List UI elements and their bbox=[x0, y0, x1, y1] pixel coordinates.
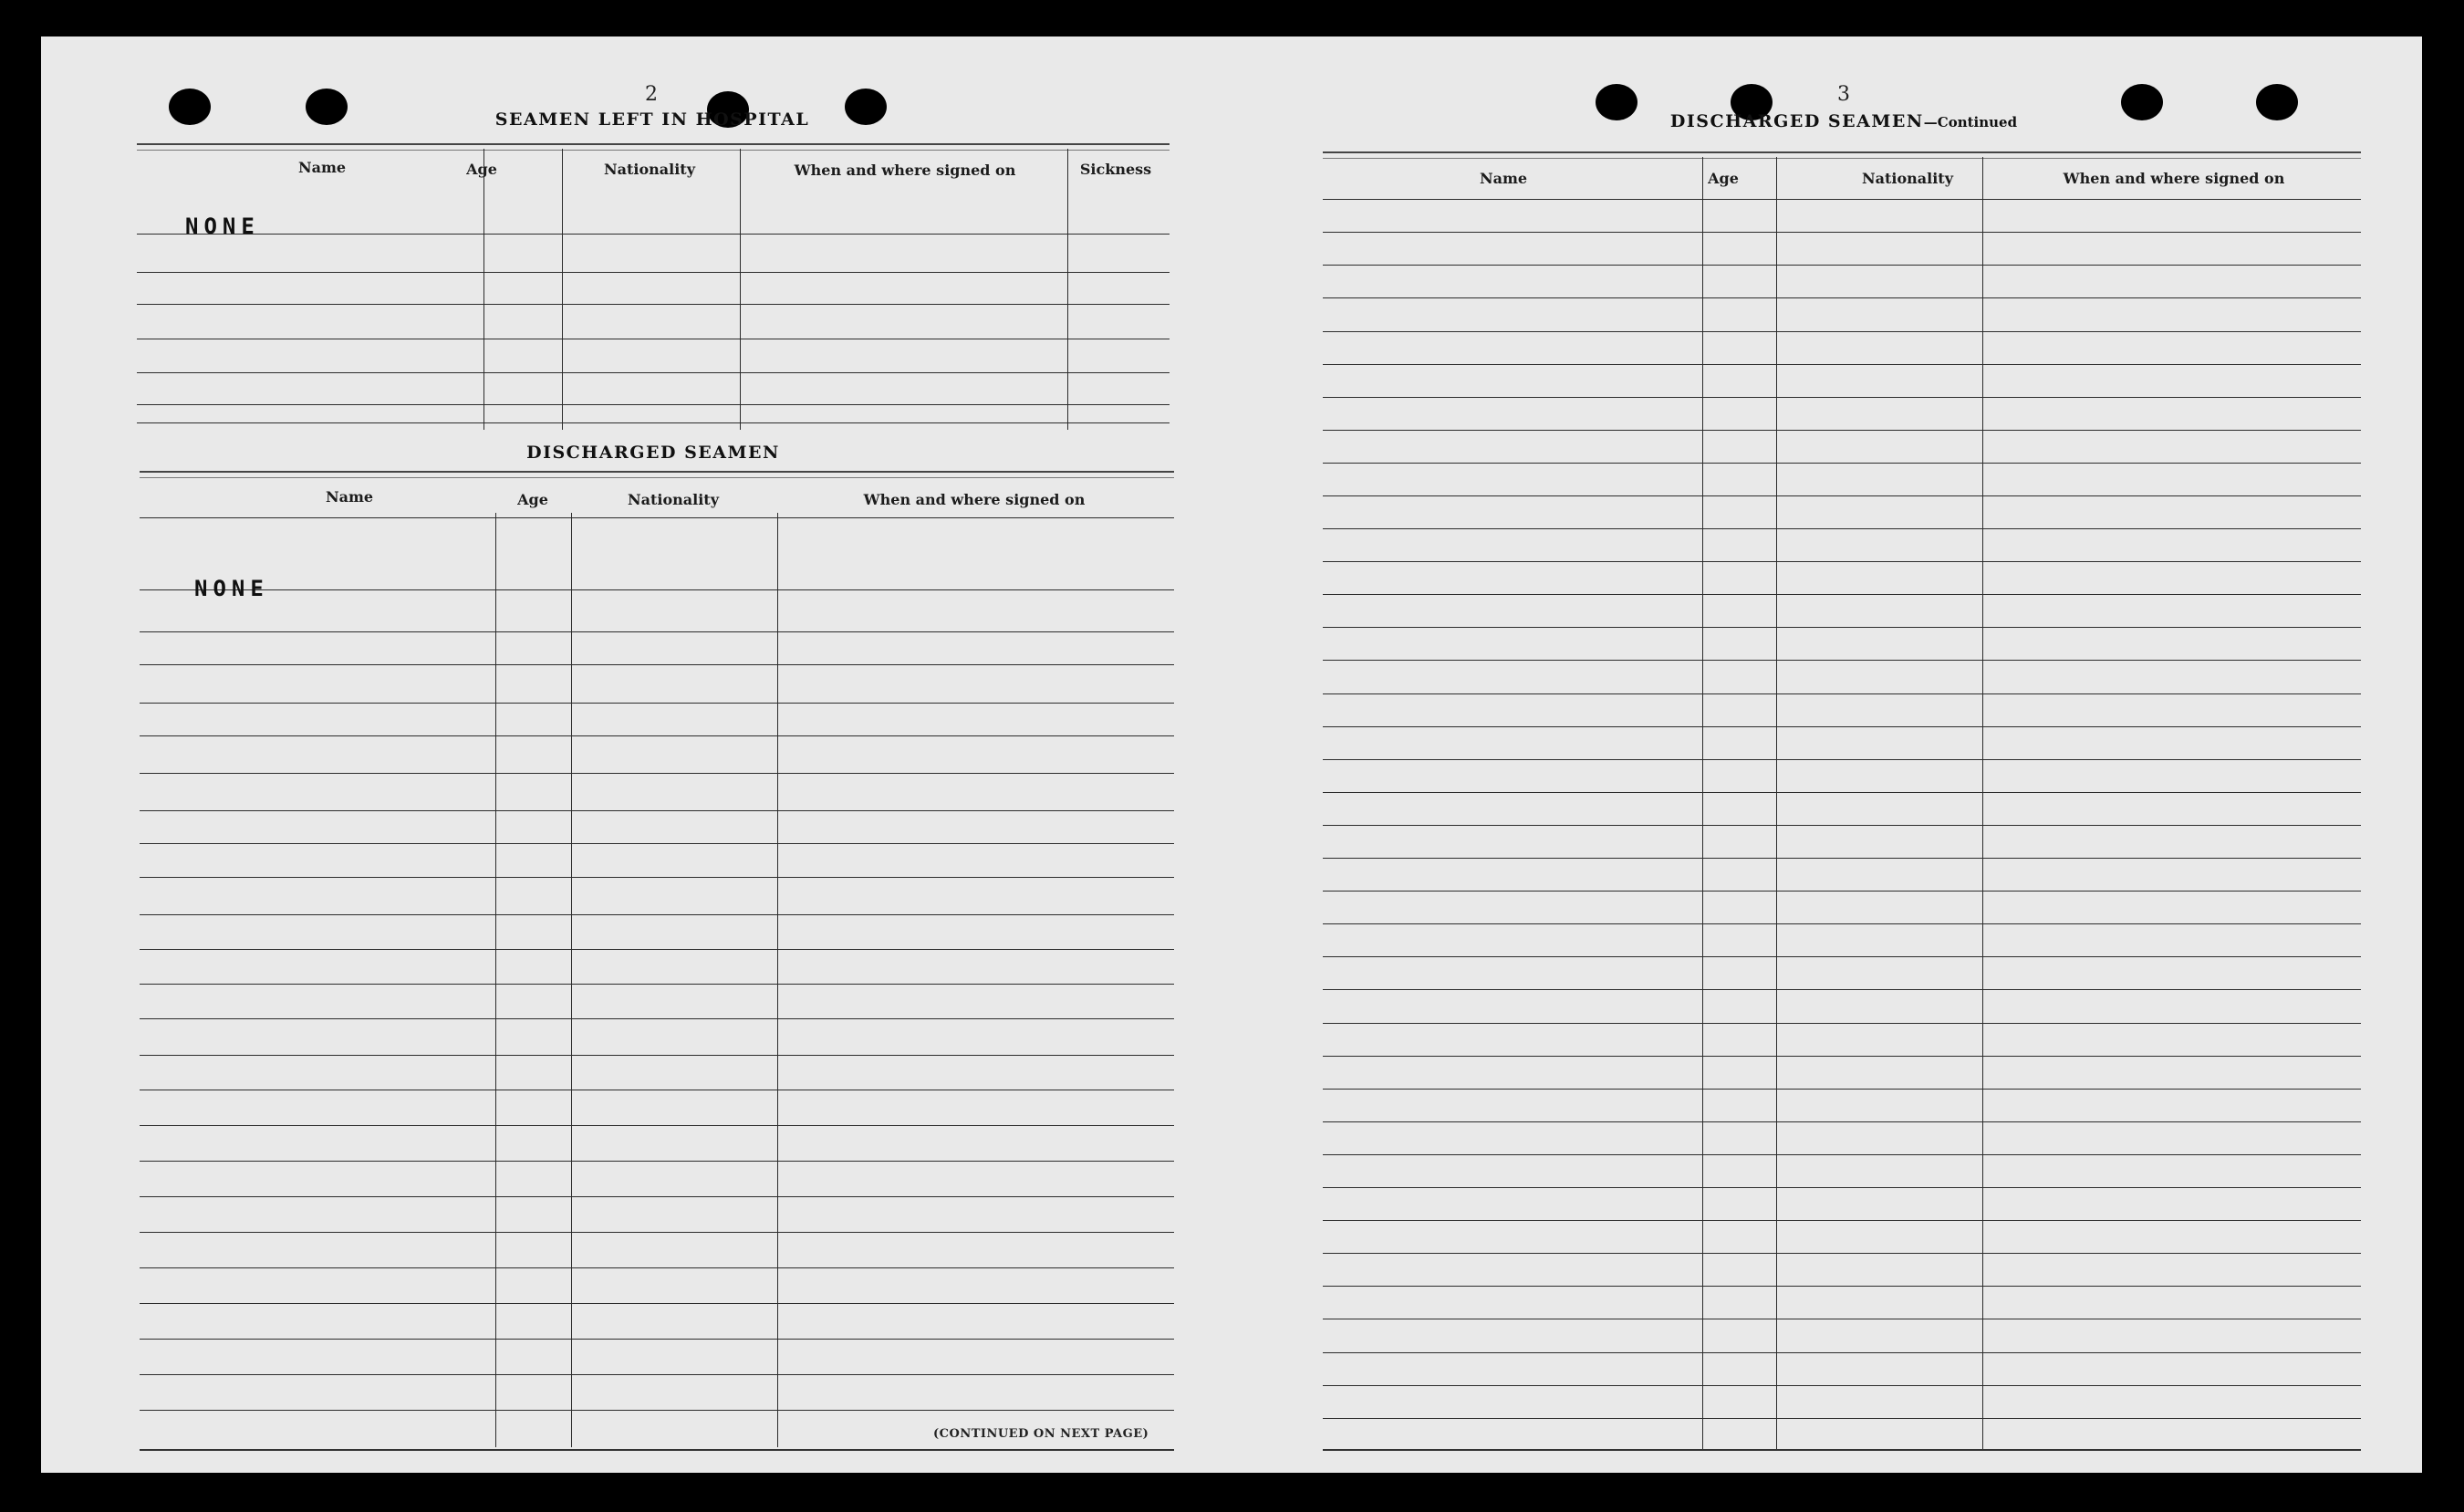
right-title-main: DISCHARGED SEAMEN bbox=[1669, 111, 1924, 131]
hospital-none-stamp: NONE bbox=[185, 214, 260, 239]
right-page-number: 3 bbox=[1837, 83, 1850, 106]
discharged-col-nationality: Nationality bbox=[628, 491, 719, 508]
hospital-col-sickness: Sickness bbox=[1079, 161, 1152, 178]
punch-hole bbox=[1596, 84, 1637, 120]
register-sheet bbox=[41, 36, 2422, 1473]
punch-hole bbox=[169, 89, 211, 125]
discharged-col-signed-on: When and where signed on bbox=[863, 491, 1086, 508]
continued-footer: (CONTINUED ON NEXT PAGE) bbox=[933, 1427, 1149, 1441]
left-page-number: 2 bbox=[645, 83, 658, 106]
discharged-section-title: DISCHARGED SEAMEN bbox=[526, 443, 780, 463]
right-col-age: Age bbox=[1708, 170, 1739, 187]
discharged-col-name: Name bbox=[325, 488, 374, 506]
discharged-none-stamp: NONE bbox=[194, 576, 269, 601]
hospital-col-nationality: Nationality bbox=[604, 161, 695, 178]
punch-hole bbox=[845, 89, 887, 125]
right-section-title bbox=[1670, 111, 2017, 131]
discharged-table-left bbox=[140, 471, 1174, 1422]
hospital-col-age: Age bbox=[466, 161, 497, 178]
hospital-table bbox=[137, 143, 1170, 461]
hospital-col-signed-on: When and where signed on bbox=[794, 162, 1016, 179]
right-title-continued: —Continued bbox=[1923, 114, 2018, 130]
discharged-table-right bbox=[1323, 151, 2361, 1451]
discharged-col-age: Age bbox=[517, 491, 548, 508]
right-col-name: Name bbox=[1479, 170, 1528, 187]
right-col-signed-on: When and where signed on bbox=[2063, 170, 2285, 187]
right-col-nationality: Nationality bbox=[1862, 170, 1953, 187]
punch-hole bbox=[2121, 84, 2163, 120]
punch-hole bbox=[2256, 84, 2298, 120]
hospital-section-title: SEAMEN LEFT IN HOSPITAL bbox=[494, 109, 810, 130]
punch-hole bbox=[306, 89, 348, 125]
hospital-col-name: Name bbox=[297, 159, 347, 176]
